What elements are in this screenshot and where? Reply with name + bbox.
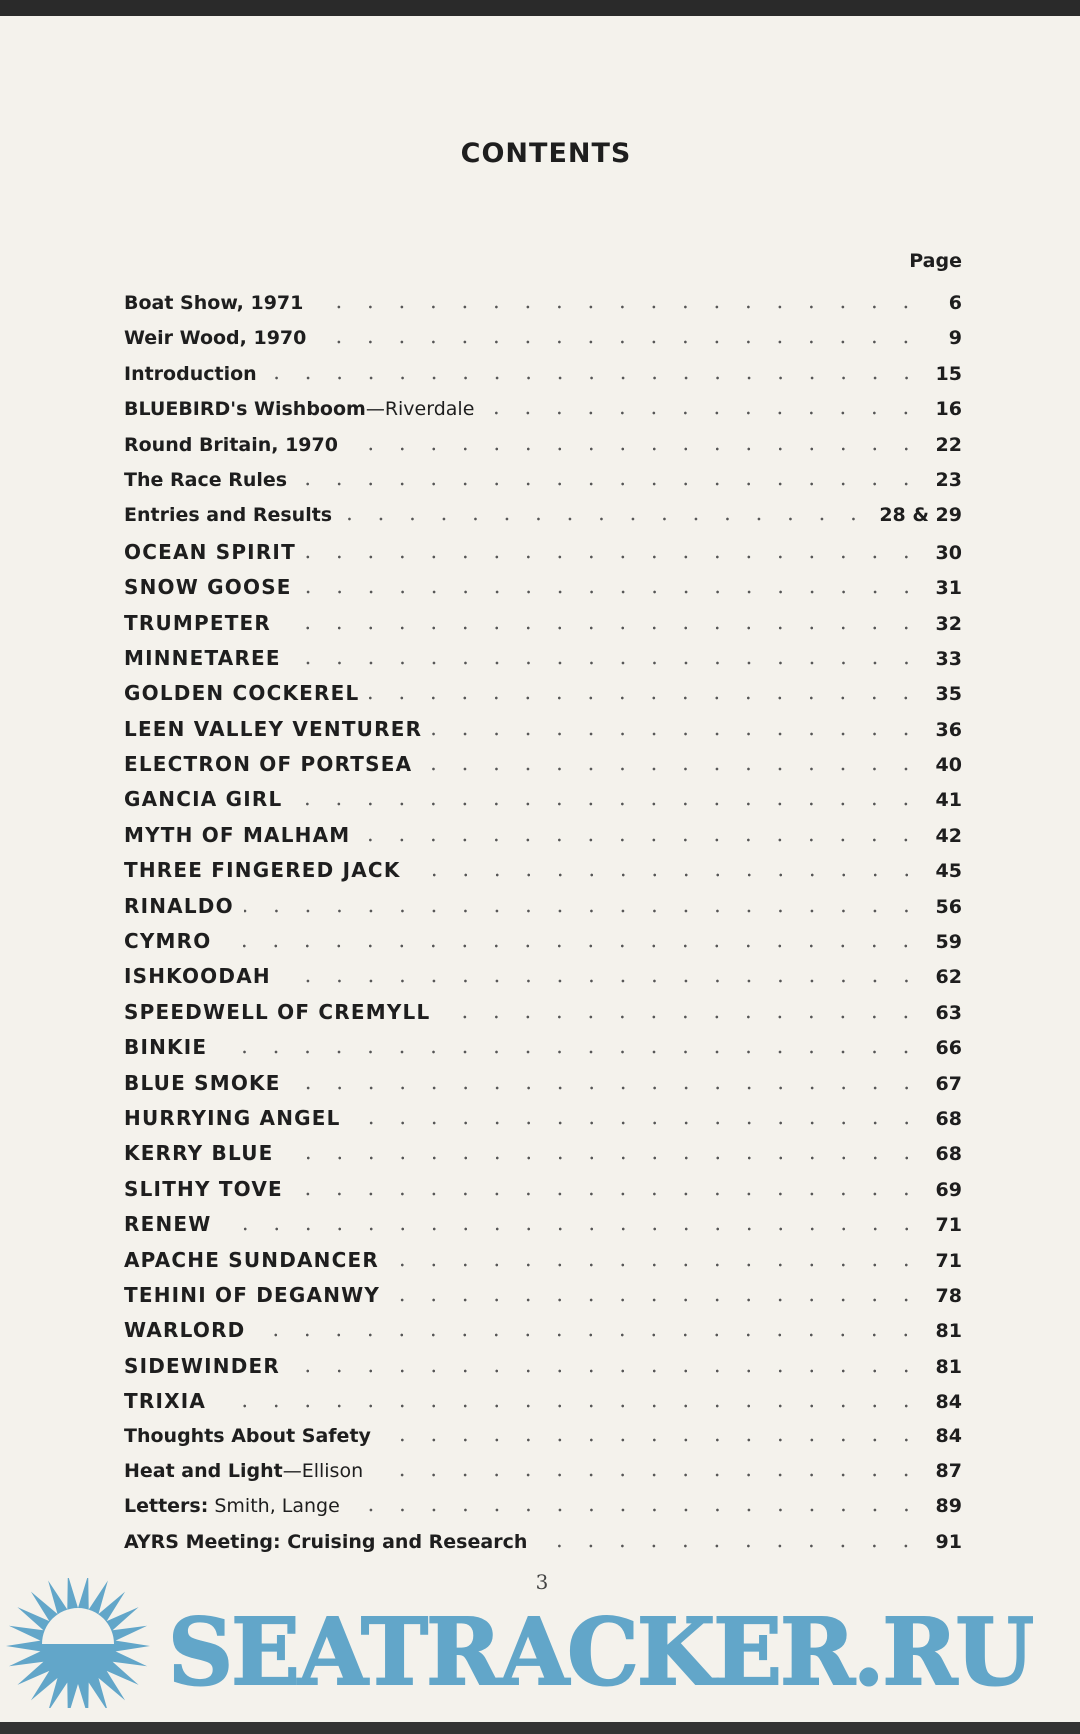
entry-title-text: WARLORD: [124, 1318, 246, 1343]
entry-page: 87: [935, 1459, 962, 1482]
entry-title-text: HURRYING ANGEL: [124, 1105, 341, 1130]
entry-title: [124, 504, 332, 526]
entry-page: 71: [935, 1249, 962, 1272]
entry-title: [124, 1354, 280, 1378]
entry-page: 42: [935, 824, 962, 847]
contents-list: [124, 292, 962, 1566]
entry-title-text: MYTH OF MALHAM: [124, 822, 351, 847]
entry-page: 68: [935, 1143, 962, 1166]
entry-page: 62: [935, 966, 962, 989]
entry-page: 30: [935, 541, 962, 564]
entry-title: [124, 858, 401, 882]
entry-author: Smith, Lange: [208, 1495, 340, 1518]
toc-entry: [124, 964, 962, 999]
toc-entry: [124, 540, 962, 575]
toc-entry: [124, 292, 962, 327]
toc-entry: [124, 398, 962, 433]
entry-title-text: MINNETAREE: [124, 645, 281, 670]
entry-title: [124, 434, 338, 456]
dot-leader: [216, 1404, 922, 1408]
toc-entry: [124, 929, 962, 964]
entry-page: 31: [935, 577, 962, 600]
entry-title-text: BLUEBIRD's Wishboom: [124, 398, 366, 421]
entry-page: 6: [948, 292, 962, 314]
toc-entry: [124, 327, 962, 362]
dot-leader: [537, 1544, 922, 1548]
entry-title-text: ELECTRON OF PORTSEA: [124, 752, 413, 777]
entry-page: 81: [935, 1320, 962, 1343]
toc-entry: [124, 717, 962, 752]
toc-entry: [124, 1248, 962, 1283]
entry-title-text: AYRS Meeting: Cruising and Research: [124, 1530, 528, 1553]
entry-title-text: Heat and Light: [124, 1459, 283, 1482]
dot-leader: [221, 944, 922, 948]
entry-title: [124, 1460, 363, 1482]
toc-entry: [124, 1425, 962, 1460]
entry-title: [124, 1318, 245, 1342]
entry-title-text: Letters:: [124, 1495, 209, 1518]
dot-leader: [222, 1227, 922, 1231]
dot-leader: [390, 1298, 922, 1302]
toc-entry: [124, 1212, 962, 1247]
entry-title-text: Boat Show, 1971: [124, 292, 304, 314]
toc-entry: [124, 1283, 962, 1318]
dot-leader: [281, 626, 922, 630]
toc-entry: [124, 1141, 962, 1176]
toc-entry: [124, 752, 962, 787]
entry-title: [124, 823, 350, 847]
entry-page: 84: [935, 1391, 962, 1414]
entry-title: [124, 469, 287, 491]
toc-entry: [124, 1389, 962, 1424]
entry-page: 63: [935, 1001, 962, 1024]
dot-leader: [440, 1015, 922, 1019]
entry-title: [124, 540, 296, 564]
entry-title: [124, 929, 211, 953]
entry-title: [124, 894, 234, 918]
entry-title: [124, 1071, 281, 1095]
entry-author: —Ellison: [282, 1459, 364, 1482]
entry-page: 35: [935, 683, 962, 706]
entry-title-text: BINKIE: [124, 1035, 208, 1060]
dot-leader: [411, 873, 922, 877]
entry-page: 36: [935, 718, 962, 741]
toc-entry: [124, 681, 962, 716]
dot-leader: [360, 838, 922, 842]
entry-title-text: Introduction: [124, 362, 257, 385]
entry-title-text: Entries and Results: [124, 504, 333, 527]
toc-entry: [124, 1495, 962, 1530]
entry-page: 68: [935, 1107, 962, 1130]
toc-entry: [124, 858, 962, 893]
dot-leader: [422, 767, 922, 771]
entry-title-text: Thoughts About Safety: [124, 1424, 371, 1447]
entry-page: 91: [935, 1530, 962, 1553]
entry-title-text: OCEAN SPIRIT: [124, 539, 296, 564]
watermark-logo: SEATRACKER.RU: [168, 1598, 1033, 1706]
entry-page: 23: [935, 468, 962, 491]
entry-page: 59: [935, 931, 962, 954]
toc-entry: [124, 504, 962, 539]
dot-leader: [217, 1050, 922, 1054]
dot-leader: [342, 517, 869, 521]
entry-page: 66: [935, 1037, 962, 1060]
dot-leader: [255, 1333, 922, 1337]
entry-title: [124, 717, 422, 741]
entry-title: [124, 327, 306, 349]
entry-title: [124, 1212, 212, 1236]
dot-leader: [290, 1369, 922, 1373]
entry-page: 40: [935, 754, 962, 777]
entry-page: 32: [935, 612, 962, 635]
scan-border-top: [0, 0, 1080, 16]
entry-page: 89: [935, 1495, 962, 1518]
entry-title-text: APACHE SUNDANCER: [124, 1247, 379, 1272]
entry-title-text: TRIXIA: [124, 1389, 207, 1414]
page-number: 3: [535, 1570, 549, 1594]
entry-title: [124, 611, 271, 635]
dot-leader: [432, 732, 922, 736]
entry-page: 56: [935, 895, 962, 918]
toc-entry: [124, 1460, 962, 1495]
dot-leader: [316, 340, 922, 344]
toc-entry: [124, 611, 962, 646]
entry-page: 9: [948, 327, 962, 350]
entry-title-text: ISHKOODAH: [124, 964, 271, 989]
entry-title: [124, 1283, 380, 1307]
entry-page: 71: [935, 1214, 962, 1237]
toc-entry: [124, 787, 962, 822]
entry-page: 22: [935, 433, 962, 456]
toc-entry: [124, 575, 962, 610]
entry-page: 84: [935, 1424, 962, 1447]
entry-title-text: Round Britain, 1970: [124, 433, 338, 456]
entry-title-text: SLITHY TOVE: [124, 1176, 283, 1201]
dot-leader: [348, 447, 922, 451]
dot-leader: [389, 1263, 922, 1267]
toc-entry: [124, 469, 962, 504]
toc-entry: [124, 823, 962, 858]
dot-leader: [373, 1473, 922, 1477]
entry-page: 69: [935, 1178, 962, 1201]
entry-page: 67: [935, 1072, 962, 1095]
dot-leader: [267, 376, 922, 380]
toc-entry: [124, 1318, 962, 1353]
toc-entry: [124, 1071, 962, 1106]
entry-title: [124, 787, 282, 811]
entry-author: —Riverdale: [365, 398, 475, 421]
entry-title-text: TRUMPETER: [124, 610, 272, 635]
entry-page: 45: [935, 860, 962, 883]
dot-leader: [281, 979, 922, 983]
toc-entry: [124, 1531, 962, 1566]
toc-entry: [124, 1035, 962, 1070]
toc-entry: [124, 434, 962, 469]
entry-title-text: RINALDO: [124, 893, 234, 918]
entry-title: [124, 575, 292, 599]
entry-title-text: RENEW: [124, 1212, 212, 1237]
toc-entry: [124, 646, 962, 681]
toc-entry: [124, 1177, 962, 1212]
dot-leader: [302, 590, 922, 594]
toc-entry: [124, 1354, 962, 1389]
dot-leader: [306, 555, 922, 559]
entry-title: [124, 1035, 207, 1059]
entry-title: [124, 1177, 283, 1201]
entry-title-text: LEEN VALLEY VENTURER: [124, 716, 423, 741]
entry-title-text: SNOW GOOSE: [124, 575, 292, 600]
dot-leader: [350, 1508, 922, 1512]
entry-title: [124, 646, 281, 670]
entry-page: 78: [935, 1284, 962, 1307]
page-title: CONTENTS: [460, 138, 632, 169]
entry-title: [124, 1531, 527, 1553]
entry-title-text: The Race Rules: [124, 468, 288, 491]
entry-title-text: BLUE SMOKE: [124, 1070, 281, 1095]
page-column-header: Page: [909, 250, 962, 272]
entry-title: [124, 1000, 430, 1024]
toc-entry: [124, 363, 962, 398]
entry-page: 81: [935, 1355, 962, 1378]
entry-title-text: SPEEDWELL OF CREMYLL: [124, 999, 431, 1024]
entry-title: [124, 681, 359, 705]
entry-title-text: THREE FINGERED JACK: [124, 858, 401, 883]
dot-leader: [284, 1156, 923, 1160]
entry-page: 15: [935, 362, 962, 385]
entry-title: [124, 964, 271, 988]
dot-leader: [313, 305, 922, 309]
entry-page: 33: [935, 647, 962, 670]
toc-entry: [124, 894, 962, 929]
entry-page: 16: [935, 398, 962, 421]
toc-entry: [124, 1106, 962, 1141]
dot-leader: [292, 802, 922, 806]
toc-entry: [124, 1000, 962, 1035]
entry-title: [124, 292, 303, 314]
entry-title: [124, 1141, 274, 1165]
entry-title: [124, 1425, 371, 1447]
dot-leader: [381, 1438, 922, 1442]
entry-page: 41: [935, 789, 962, 812]
entry-title: [124, 1248, 379, 1272]
dot-leader: [484, 411, 922, 415]
dot-leader: [293, 1192, 922, 1196]
entry-title: [124, 1389, 206, 1413]
dot-leader: [244, 909, 922, 913]
entry-title-text: GANCIA GIRL: [124, 787, 283, 812]
entry-title-text: KERRY BLUE: [124, 1141, 274, 1166]
scan-border-bottom: [0, 1722, 1080, 1734]
entry-title: [124, 363, 257, 385]
dot-leader: [351, 1121, 922, 1125]
entry-title-text: TEHINI OF DEGANWY: [124, 1282, 381, 1307]
dot-leader: [291, 661, 922, 665]
entry-title: [124, 752, 412, 776]
entry-title: [124, 398, 474, 420]
dot-leader: [369, 696, 922, 700]
entry-page: 28 & 29: [879, 504, 962, 527]
entry-title-text: GOLDEN COCKEREL: [124, 681, 360, 706]
dot-leader: [291, 1086, 922, 1090]
dot-leader: [297, 482, 922, 486]
entry-title-text: Weir Wood, 1970: [124, 327, 307, 350]
entry-title: [124, 1106, 341, 1130]
entry-title: [124, 1495, 340, 1517]
entry-title-text: SIDEWINDER: [124, 1353, 281, 1378]
entry-title-text: CYMRO: [124, 929, 212, 954]
